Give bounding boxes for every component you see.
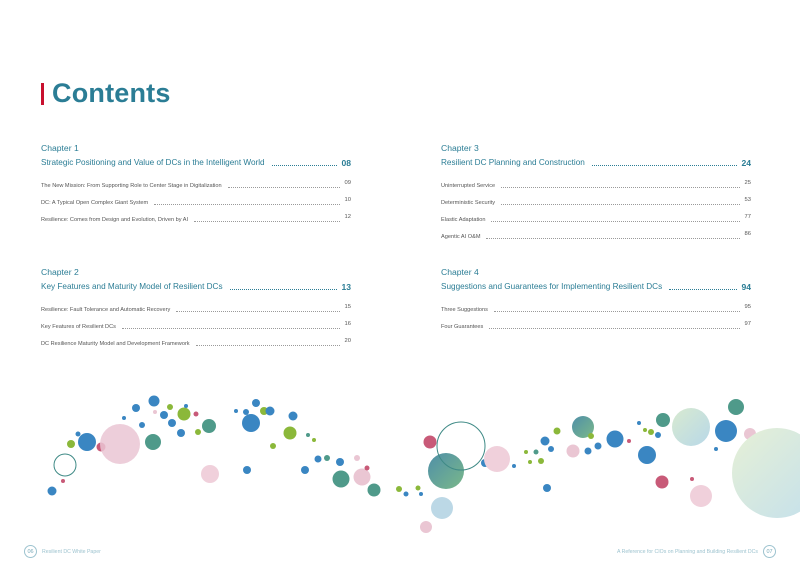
bubble [333, 471, 350, 488]
chapter-label: Chapter 3 [441, 143, 479, 153]
bubble [567, 445, 580, 458]
bubble [234, 409, 238, 413]
bubble [132, 404, 140, 412]
entry-title: The New Mission: From Supporting Role to Center Stage in Digitalization [41, 183, 222, 189]
entry-title: Agentic AI O&M [441, 234, 481, 240]
bubble [484, 446, 510, 472]
chapter-label: Chapter 1 [41, 143, 79, 153]
bubble [315, 456, 322, 463]
entry-title: Resilience: Fault Tolerance and Automatic Recovery [41, 307, 171, 313]
entry-title: DC Resilience Maturity Model and Development Framework [41, 341, 190, 347]
entry-title: Deterministic Security [441, 200, 496, 206]
chapter-page-number: 08 [341, 158, 351, 168]
bubble [178, 408, 191, 421]
bubble [419, 492, 423, 496]
entry-page-number: 16 [344, 321, 351, 327]
bubble [324, 455, 330, 461]
chapter-page-number: 94 [741, 282, 751, 292]
bubble [149, 396, 160, 407]
bubble [270, 443, 276, 449]
bubble [607, 431, 624, 448]
bubble [714, 447, 718, 451]
bubble [728, 399, 744, 415]
bubble [301, 466, 309, 474]
bubble [242, 414, 260, 432]
bubble [528, 460, 532, 464]
entry-page-number: 97 [744, 321, 751, 327]
bubble [61, 479, 65, 483]
bubble [538, 458, 544, 464]
chapter-title: Strategic Positioning and Value of DCs in the Intelligent World [41, 158, 265, 167]
bubble [524, 450, 528, 454]
bubble [595, 443, 602, 450]
bubble [656, 413, 670, 427]
bubble [627, 439, 631, 443]
entry-title: Key Features of Resilient DCs [41, 324, 116, 330]
bubble [655, 432, 661, 438]
entry-page-number: 95 [744, 304, 751, 310]
bubble [100, 424, 140, 464]
entry-title: Resilience: Comes from Design and Evolution, Driven by AI [41, 217, 189, 223]
bubble [396, 486, 402, 492]
bubble [638, 446, 656, 464]
entry-page-number: 77 [744, 214, 751, 220]
chapter-title: Key Features and Maturity Model of Resilient DCs [41, 282, 223, 291]
chapter-page-number: 13 [341, 282, 351, 292]
bubble [588, 433, 594, 439]
bubble [48, 487, 57, 496]
bubble [336, 458, 344, 466]
bubble [534, 450, 539, 455]
footer-publication-title: Resilient DC White Paper [42, 548, 101, 555]
bubble [690, 477, 694, 481]
bubble [122, 416, 126, 420]
page-number-badge: 07 [763, 545, 776, 558]
bubble [354, 469, 371, 486]
bubble [167, 404, 173, 410]
footer-right [612, 545, 776, 558]
bubble [404, 492, 409, 497]
bubble [643, 428, 647, 432]
bubble [78, 433, 96, 451]
entry-page-number: 25 [744, 180, 751, 186]
bubble [201, 465, 219, 483]
bubble [690, 485, 712, 507]
entry-page-number: 20 [344, 338, 351, 344]
entry-title: Four Guarantees [441, 324, 484, 330]
entry-title: DC: A Typical Open Complex Giant System [41, 200, 149, 206]
entry-page-number: 86 [744, 231, 751, 237]
chapter-page-number: 24 [741, 158, 751, 168]
bubble [656, 476, 669, 489]
bubble [424, 436, 437, 449]
bubble [252, 399, 260, 407]
bubble [648, 429, 654, 435]
bubble [202, 419, 216, 433]
bubble [732, 428, 800, 518]
bubble [168, 419, 176, 427]
entry-title: Three Suggestions [441, 307, 488, 313]
bubble [194, 412, 199, 417]
bubble [715, 420, 737, 442]
chapter-title: Suggestions and Guarantees for Implementing Resilient DCs [441, 282, 663, 291]
chapter-label: Chapter 2 [41, 267, 79, 277]
chapter-title: Resilient DC Planning and Construction [441, 158, 585, 167]
chapter-label: Chapter 4 [441, 267, 479, 277]
bubble [243, 466, 251, 474]
entry-title: Uninterrupted Service [441, 183, 496, 189]
bubble [543, 484, 551, 492]
entry-page-number: 10 [344, 197, 351, 203]
bubble [160, 411, 168, 419]
bubble [548, 446, 554, 452]
bubble [431, 497, 453, 519]
bubble [637, 421, 641, 425]
entry-page-number: 09 [344, 180, 351, 186]
entry-page-number: 12 [344, 214, 351, 220]
bubble [512, 464, 516, 468]
bubble [368, 484, 381, 497]
footer-left [24, 545, 106, 558]
bubble [184, 404, 188, 408]
bubble [365, 466, 370, 471]
bubble [153, 410, 157, 414]
bubble [145, 434, 161, 450]
bubble [420, 521, 432, 533]
bubble [289, 412, 298, 421]
bubble [672, 408, 710, 446]
footer-subtitle: A Reference for CIOs on Planning and Building Resilient DCs [616, 548, 758, 555]
bubble [177, 429, 185, 437]
page-number-badge: 06 [24, 545, 37, 558]
bubble [243, 409, 249, 415]
bubble [67, 440, 75, 448]
bubble [266, 407, 275, 416]
bubble [284, 427, 297, 440]
bubble [195, 429, 201, 435]
bubble [354, 455, 360, 461]
bubble [428, 453, 464, 489]
entry-page-number: 53 [744, 197, 751, 203]
page-title: Contents [52, 78, 171, 108]
bubble [541, 437, 550, 446]
bubble [585, 448, 592, 455]
bubble [76, 432, 81, 437]
entry-title: Elastic Adaptation [441, 217, 486, 223]
bubble [139, 422, 145, 428]
bubble [416, 486, 421, 491]
entry-page-number: 15 [344, 304, 351, 310]
bubble [306, 433, 310, 437]
bubble [312, 438, 316, 442]
bubble [554, 428, 561, 435]
bubble [54, 454, 76, 476]
